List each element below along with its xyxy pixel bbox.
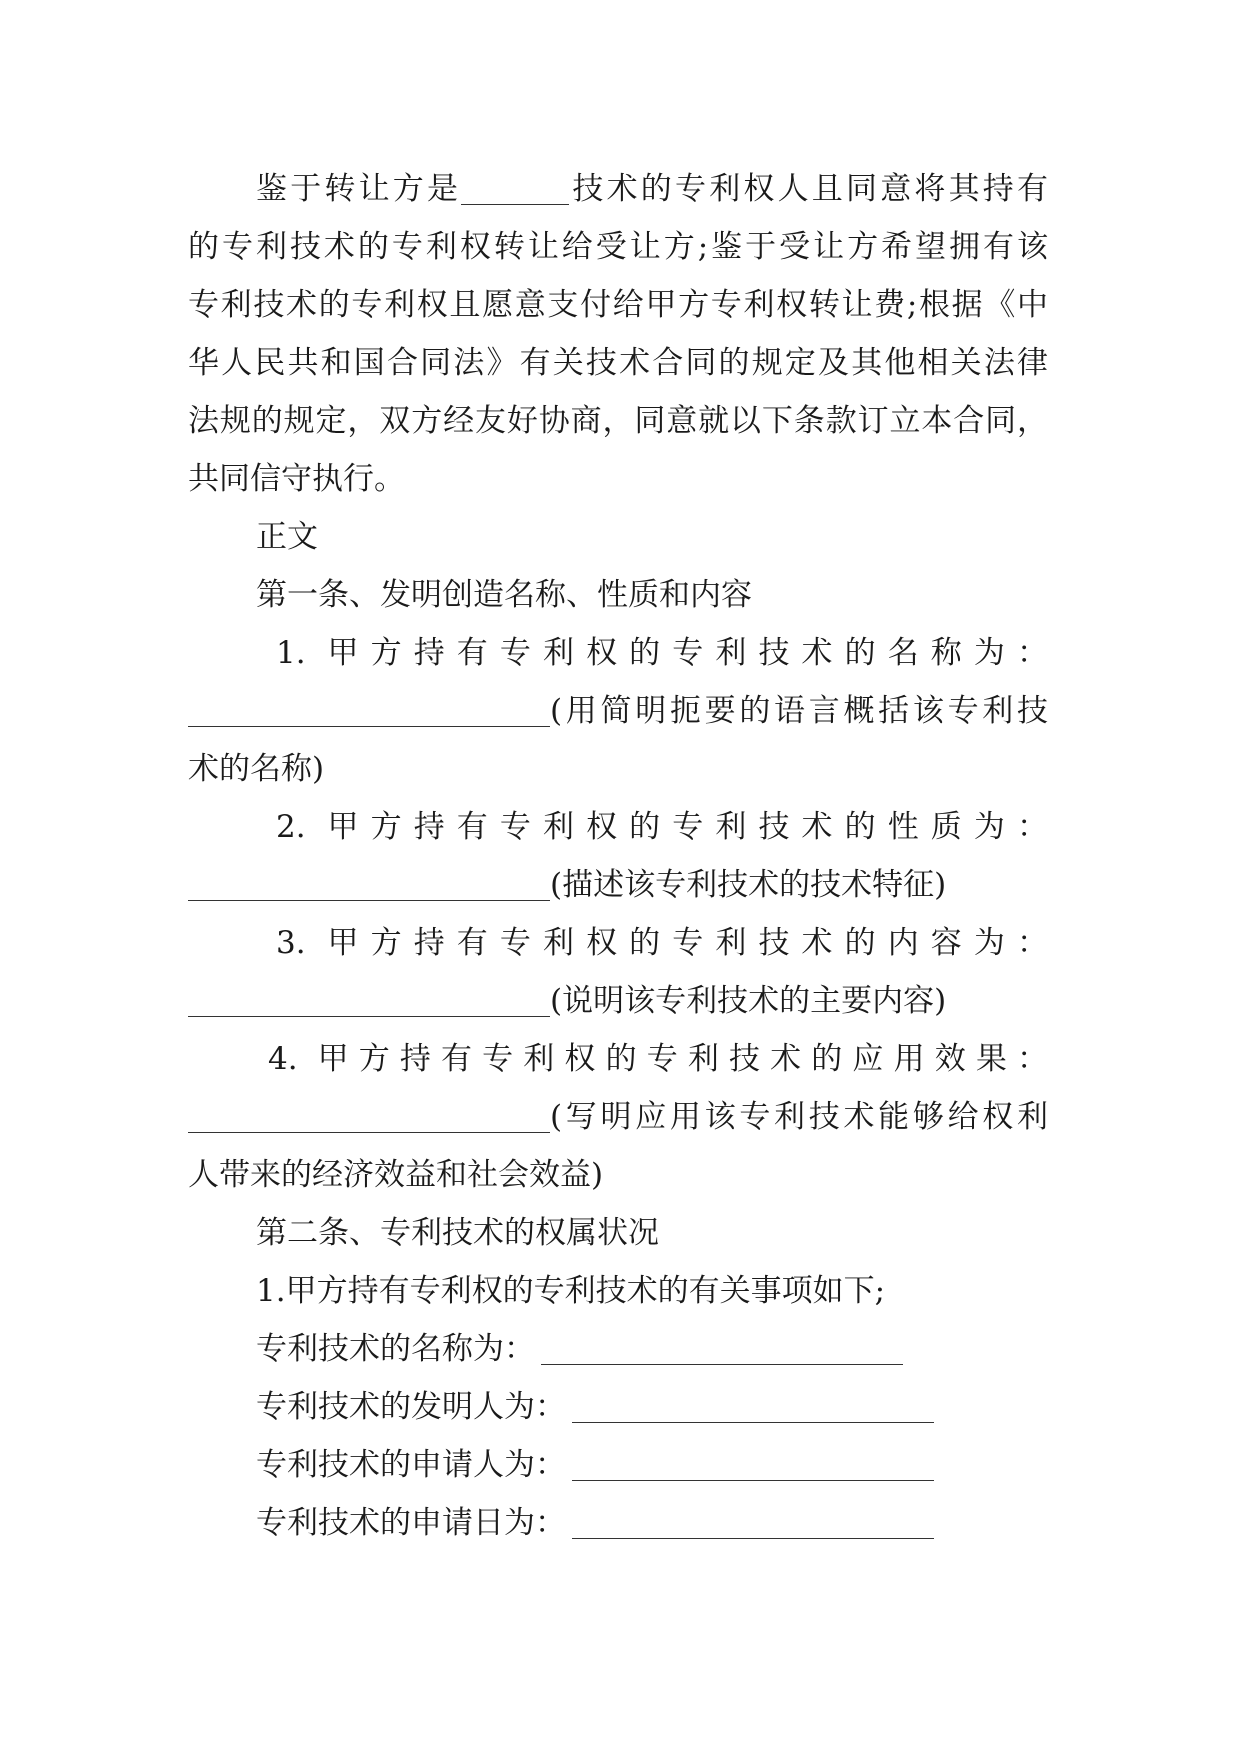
preamble-line-6: 共同信守执行。 <box>188 461 405 497</box>
article1-item4-line <box>188 1088 1048 1146</box>
article2-item1: 1.甲方持有专利权的专利技术的有关事项如下; <box>256 1273 886 1309</box>
article1-item3-note: (说明该专利技术的主要内容) <box>550 983 947 1019</box>
preamble-line-2: 的专利技术的专利权转让给受让方;鉴于受让方希望拥有该 <box>188 229 1048 265</box>
article1-item2-line <box>188 856 1048 914</box>
article1-item4-note2: 人带来的经济效益和社会效益) <box>188 1157 604 1193</box>
preamble-line-3: 专利技术的专利权且愿意支付给甲方专利权转让费;根据《中 <box>188 287 1048 323</box>
article1-item1-line <box>188 682 1048 740</box>
preamble-line-4: 华人民共和国合同法》有关技术合同的规定及其他相关法律 <box>188 345 1048 381</box>
article1-item2-note: (描述该专利技术的技术特征) <box>550 867 947 903</box>
field-applicant <box>188 1436 1048 1494</box>
preamble-line-5: 法规的规定，双方经友好协商，同意就以下条款订立本合同， <box>188 403 1048 439</box>
article1-item4-label: 4. 甲方持有专利权的专利技术的应用效果： <box>268 1041 1048 1077</box>
article1-item2-label: 2. 甲方持有专利权的专利技术的性质为： <box>276 809 1048 845</box>
preamble-text-1a: 鉴于转让方是 <box>256 171 462 207</box>
document-page <box>188 160 1048 1552</box>
article1-item4-note: (写明应用该专利技术能够给权利 <box>550 1099 1048 1135</box>
article1-item3-label: 3. 甲方持有专利权的专利技术的内容为： <box>276 925 1048 961</box>
article1-item3-line <box>188 972 1048 1030</box>
field-inventor-label: 专利技术的发明人为： <box>256 1389 566 1425</box>
patent-content-blank[interactable] <box>188 976 550 1017</box>
field-application-date <box>188 1494 1048 1552</box>
inventor-field[interactable] <box>572 1382 934 1423</box>
article1-title: 第一条、发明创造名称、性质和内容 <box>256 577 752 613</box>
patent-name-field[interactable] <box>541 1324 903 1365</box>
field-applicant-label: 专利技术的申请人为： <box>256 1447 566 1483</box>
patent-name-blank[interactable] <box>188 686 550 727</box>
field-patent-name-label: 专利技术的名称为： <box>256 1331 535 1367</box>
application-date-field[interactable] <box>572 1498 934 1539</box>
article1-item1-label: 1. 甲方持有专利权的专利技术的名称为： <box>276 635 1048 671</box>
preamble-text-1b: 技术的专利权人且同意将其持有 <box>569 171 1049 207</box>
field-patent-name <box>188 1320 1048 1378</box>
field-inventor <box>188 1378 1048 1436</box>
applicant-field[interactable] <box>572 1440 934 1481</box>
body-heading: 正文 <box>256 519 318 555</box>
field-application-date-label: 专利技术的申请日为： <box>256 1505 566 1541</box>
patent-nature-blank[interactable] <box>188 860 550 901</box>
preamble-line-1 <box>188 160 1048 218</box>
article1-item1-note: (用简明扼要的语言概括该专利技 <box>550 693 1048 729</box>
article2-title: 第二条、专利技术的权属状况 <box>256 1215 659 1251</box>
article1-item1-note2: 术的名称) <box>188 751 325 787</box>
technology-name-blank[interactable] <box>461 164 569 205</box>
patent-effect-blank[interactable] <box>188 1092 550 1133</box>
